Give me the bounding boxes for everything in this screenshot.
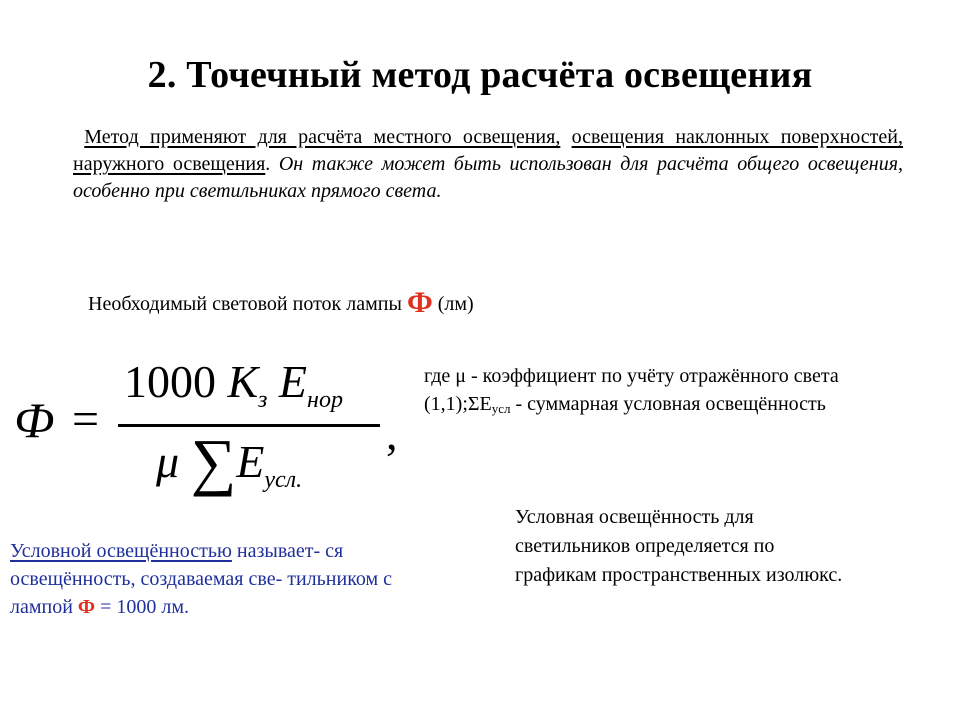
formula-comma: , [386,408,398,459]
formula-e2-sub: усл. [264,467,303,493]
intro-italic: Он также может быть использован для расчёта общего освещения, особенно при светильниках прямого света. [73,153,903,202]
formula-denominator [156,426,303,510]
formula-k-sub: з [258,387,268,413]
formula-lhs: Ф [14,392,55,448]
formula-const: 1000 [124,356,216,407]
intro-underlined-1: Метод применяют для расчёта местного освещения, [84,126,561,148]
formula-e2: Е [236,436,265,487]
formula-e: Е [278,356,308,407]
definition-term: Условной освещённостью [10,540,232,562]
sigma-icon: ∑ [190,426,237,497]
definition-text2: = 1000 лм. [95,596,190,618]
flux-text: Необходимый световой поток лампы [88,293,402,315]
flux-line [88,286,474,321]
where-explanation [424,362,894,423]
fraction-line [118,424,380,427]
intro-underlined-2: освещения наклонных поверхностей, наружного освещения [73,126,904,175]
intro-dot: . [265,153,271,175]
definition-symbol: Ф [77,596,96,618]
where-sub: усл [491,401,511,416]
where-part2: - суммарная условная освещённость [510,393,826,415]
formula-numerator [124,352,343,430]
flux-formula [14,352,398,502]
intro-paragraph [73,124,903,205]
definition-paragraph [10,537,430,621]
formula-e-sub: нор [307,387,343,413]
page-title: 2. Точечный метод расчёта освещения [147,54,813,96]
where-part1: где μ - коэффициент по учёту отражённого света (1,1);ΣЕ [424,365,839,415]
graph-note: Условная освещённость для светильников определяется по графикам пространственных изолюкс. [515,506,843,586]
formula-equals: = [72,393,100,446]
flux-symbol: Ф [406,286,433,319]
formula-k: К [227,356,259,407]
definition-text1: называет- ся освещённость, создаваемая све- тильником с лампой [10,540,393,618]
formula-mu: μ [156,436,180,487]
flux-unit: (лм) [437,293,474,315]
